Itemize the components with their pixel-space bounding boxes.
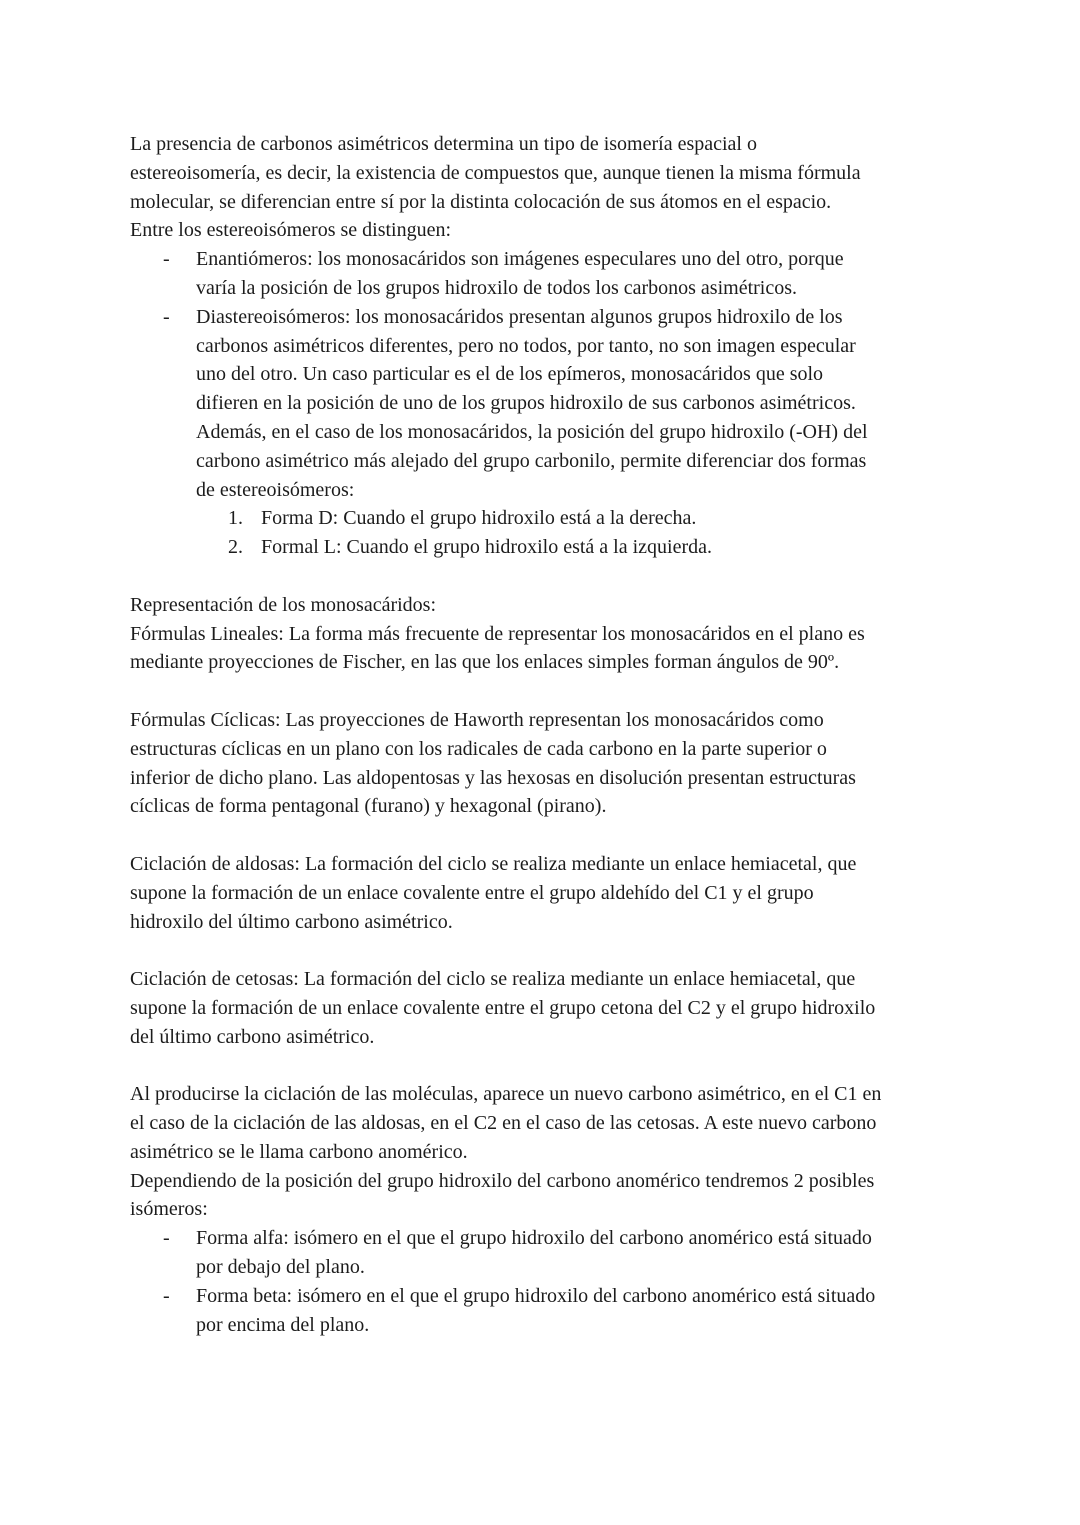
blank-line: [130, 936, 990, 965]
bullet-item: [130, 245, 990, 303]
blank-line: [130, 821, 990, 850]
bullet-marker: -: [163, 305, 170, 328]
numbered-item: [130, 504, 990, 533]
list-item-text: Enantiómeros: los monosacáridos son imágenes especulares uno del otro, porque: [196, 248, 844, 271]
list-item-text: carbonos asimétricos diferentes, pero no todos, por tanto, no son imagen especular: [196, 334, 856, 357]
text-line: asimétrico se le llama carbono anomérico.: [130, 1140, 468, 1163]
text-line: [130, 533, 990, 562]
bullet-marker: -: [163, 1284, 170, 1307]
list-item-text: uno del otro. Un caso particular es el de los epímeros, monosacáridos que solo: [196, 363, 824, 386]
text-line: Fórmulas Cíclicas: Las proyecciones de Haworth representan los monosacáridos como: [130, 708, 824, 731]
blank-line: [130, 677, 990, 706]
list-item-text: varía la posición de los grupos hidroxilo de todos los carbonos asimétricos.: [196, 276, 798, 299]
paragraph: [130, 965, 990, 1051]
paragraph: [130, 706, 990, 821]
list-item-text: Formal L: Cuando el grupo hidroxilo está a la izquierda.: [261, 536, 712, 559]
text-line: hidroxilo del último carbono asimétrico.: [130, 910, 453, 933]
text-line: estereoisomería, es decir, la existencia de compuestos que, aunque tienen la misma fórmula: [130, 161, 861, 184]
bullet-marker: -: [163, 248, 170, 271]
bullet-item: [130, 1282, 990, 1340]
bullet-item: [130, 303, 990, 505]
text-line: isómeros:: [130, 1198, 208, 1221]
text-line: molecular, se diferencian entre sí por la distinta colocación de sus átomos en el espacio.: [130, 190, 832, 213]
paragraph: [130, 591, 990, 677]
text-line: [130, 274, 990, 303]
text-line: [130, 360, 990, 389]
text-line: del último carbono asimétrico.: [130, 1025, 375, 1048]
text-line: [130, 504, 990, 533]
document-page: [130, 130, 990, 1339]
text-line: Fórmulas Lineales: La forma más frecuente de representar los monosacáridos en el plano es: [130, 622, 865, 645]
text-line: La presencia de carbonos asimétricos determina un tipo de isomería espacial o: [130, 133, 757, 155]
text-line: supone la formación de un enlace covalente entre el grupo aldehído del C1 y el grupo: [130, 881, 814, 904]
list-item-text: Forma alfa: isómero en el que el grupo hidroxilo del carbono anomérico está situado: [196, 1227, 872, 1250]
text-line: [130, 418, 990, 447]
paragraph: [130, 850, 990, 936]
text-line: Ciclación de aldosas: La formación del ciclo se realiza mediante un enlace hemiacetal, que: [130, 852, 857, 875]
bullet-marker: -: [163, 1227, 170, 1250]
list-item-text: carbono asimétrico más alejado del grupo carbonilo, permite diferenciar dos formas: [196, 449, 867, 472]
paragraph: [130, 1080, 990, 1224]
paragraph: [130, 130, 990, 245]
blank-line: [130, 562, 990, 591]
text-line: Al producirse la ciclación de las moléculas, aparece un nuevo carbono asimétrico, en el C1 en: [130, 1083, 882, 1106]
list-item-text: por debajo del plano.: [196, 1256, 365, 1279]
text-line: [130, 476, 990, 505]
list-number: 2.: [228, 536, 243, 559]
text-line: estructuras cíclicas en un plano con los radicales de cada carbono en la parte superior o: [130, 737, 827, 760]
text-line: [130, 447, 990, 476]
list-number: 1.: [228, 507, 243, 530]
text-line: Dependiendo de la posición del grupo hidroxilo del carbono anomérico tendremos 2 posibles: [130, 1169, 875, 1192]
text-line: supone la formación de un enlace covalente entre el grupo cetona del C2 y el grupo hidroxilo: [130, 996, 876, 1019]
list-item-text: Forma D: Cuando el grupo hidroxilo está a la derecha.: [261, 507, 697, 530]
text-line: [130, 1224, 990, 1253]
text-line: Representación de los monosacáridos:: [130, 593, 437, 616]
text-line: [130, 1282, 990, 1311]
list-item-text: Además, en el caso de los monosacáridos, la posición del grupo hidroxilo (-OH) del: [196, 420, 868, 443]
list-item-text: por encima del plano.: [196, 1313, 370, 1336]
text-line: mediante proyecciones de Fischer, en las que los enlaces simples forman ángulos de 90º.: [130, 651, 840, 674]
list-item-text: Forma beta: isómero en el que el grupo hidroxilo del carbono anomérico está situado: [196, 1284, 876, 1307]
text-line: [130, 1311, 990, 1340]
blank-line: [130, 1052, 990, 1081]
text-line: Entre los estereoisómeros se distinguen:: [130, 219, 452, 242]
text-line: [130, 332, 990, 361]
text-line: [130, 1253, 990, 1282]
list-item-text: de estereoisómeros:: [196, 478, 355, 501]
text-line: el caso de la ciclación de las aldosas, en el C2 en el caso de las cetosas. A este nuevo carbono: [130, 1112, 877, 1135]
list-item-text: Diastereoisómeros: los monosacáridos presentan algunos grupos hidroxilo de los: [196, 305, 843, 328]
text-line: [130, 389, 990, 418]
text-line: cíclicas de forma pentagonal (furano) y hexagonal (pirano).: [130, 795, 607, 818]
text-line: [130, 245, 990, 274]
text-line: Ciclación de cetosas: La formación del ciclo se realiza mediante un enlace hemiacetal, que: [130, 968, 856, 991]
bullet-item: [130, 1224, 990, 1282]
numbered-item: [130, 533, 990, 562]
text-line: inferior de dicho plano. Las aldopentosas y las hexosas en disolución presentan estructuras: [130, 766, 856, 789]
list-item-text: difieren en la posición de uno de los grupos hidroxilo de sus carbonos asimétricos.: [196, 392, 856, 415]
text-line: [130, 303, 990, 332]
